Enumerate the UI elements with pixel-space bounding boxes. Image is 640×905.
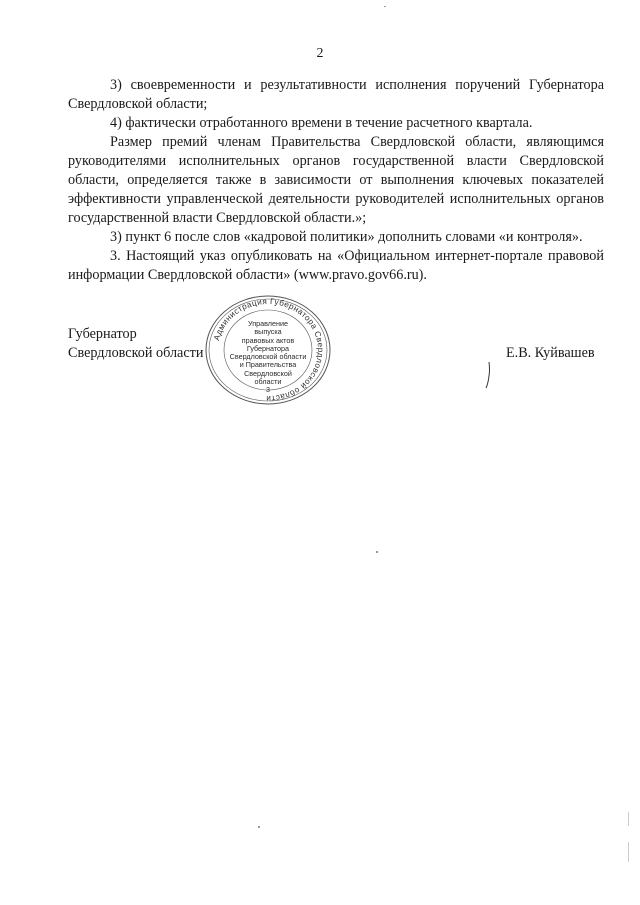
paragraph-item-3: 3) своевременности и результативности исполнения поручений Губернатора Свердловской области; — [68, 77, 604, 112]
signatory-position — [68, 325, 203, 363]
scan-speck — [258, 826, 260, 828]
stamp-inner-text — [203, 320, 333, 395]
page-number: 2 — [316, 46, 324, 61]
stamp-line: 3 — [266, 385, 270, 395]
document-body — [68, 76, 604, 285]
official-stamp — [203, 294, 333, 406]
signatory-position-line1: Губернатор — [68, 326, 137, 342]
stamp-line: правовых актов — [241, 335, 295, 345]
stamp-line: и Правительства — [239, 360, 297, 370]
stamp-line: Управление — [248, 319, 288, 328]
stamp-ring-text: Администрация Губернатора Свердловской области — [212, 296, 326, 404]
signatory-position-line2: Свердловской области — [68, 345, 204, 361]
scan-speck — [628, 842, 629, 862]
scan-speck — [384, 6, 386, 7]
handwritten-signature-mark — [483, 360, 497, 390]
stamp-line: Свердловской области — [229, 352, 307, 362]
stamp-line: Свердловской — [244, 368, 292, 378]
signatory-name: Е.В. Куйвашев — [506, 345, 595, 361]
stamp-line: области — [254, 377, 282, 387]
paragraph-publish: 3. Настоящий указ опубликовать на «Официальном интернет-портале правовой информации Свердловской области» (www.pravo.gov66.ru). — [68, 248, 604, 283]
stamp-line: выпуска — [254, 327, 282, 337]
paragraph-premium-size: Размер премий членам Правительства Свердловской области, являющимся руководителями исполнительных органов государственной власти Свердловской области, определяется также в зависимости от выполнения ключевых показателей эффективности управленческой деятельности руководителей исполнительных органов государственной власти Свердловской области.»; — [68, 134, 604, 226]
scan-speck — [628, 812, 629, 826]
paragraph-item-4: 4) фактически отработанного времени в течение расчетного квартала. — [110, 115, 533, 131]
stamp-line: Губернатора — [246, 343, 290, 353]
paragraph-point-6: 3) пункт 6 после слов «кадровой политики» дополнить словами «и контроля». — [110, 229, 583, 245]
scan-speck — [376, 551, 378, 553]
